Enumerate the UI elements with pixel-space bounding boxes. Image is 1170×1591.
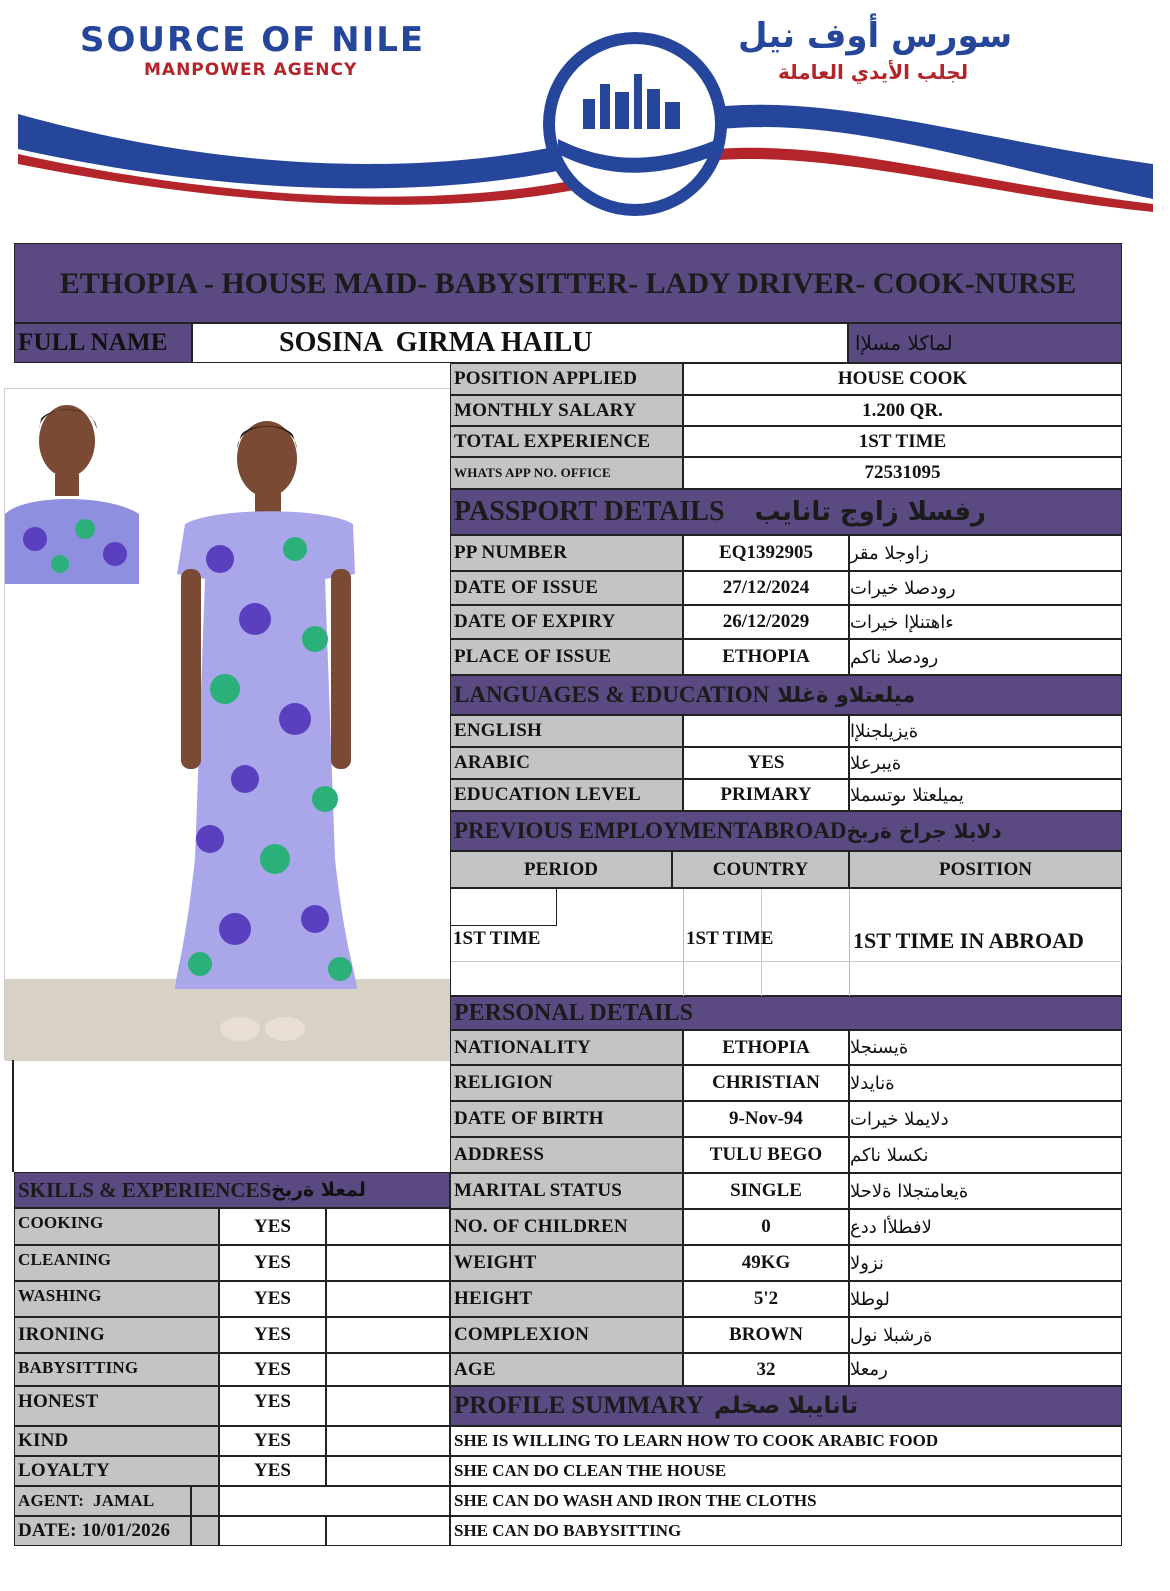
personal-ar-3: نكسلا ناكم (849, 1137, 1122, 1173)
skill-value-6: YES (219, 1426, 326, 1456)
personal-ar-7: لوطلا (849, 1281, 1122, 1317)
employment-col-country: COUNTRY (672, 851, 849, 888)
personal-value-1: CHRISTIAN (683, 1065, 849, 1101)
skill-value-1: YES (219, 1245, 326, 1281)
employment-col-position: POSITION (849, 851, 1122, 888)
passport-label-2: DATE OF EXPIRY (450, 605, 683, 639)
lang-label-1: ARABIC (450, 747, 683, 779)
full-name-value: SOSINA GIRMA HAILU (192, 323, 848, 363)
skill-blank-3 (326, 1317, 450, 1353)
personal-label-9: AGE (450, 1353, 683, 1386)
skill-label-2: WASHING (14, 1281, 219, 1317)
skill-value-3: YES (219, 1317, 326, 1353)
skills-header (14, 1172, 450, 1208)
personal-ar-0: ةيسنجلا (849, 1030, 1122, 1065)
skill-blank-4 (326, 1353, 450, 1386)
job-label-2: TOTAL EXPERIENCE (450, 426, 683, 457)
skill-blank-2 (326, 1281, 450, 1317)
job-value-3: 72531095 (683, 457, 1122, 489)
passport-title: PASSPORT DETAILS (454, 496, 725, 527)
summary-title: PROFILE SUMMARY (454, 1392, 704, 1419)
personal-label-1: RELIGION (450, 1065, 683, 1101)
personal-ar-6: نزولا (849, 1245, 1122, 1281)
lang-ar-2: يميلعتلا ىوتسملا (849, 779, 1122, 811)
personal-label-8: COMPLEXION (450, 1317, 683, 1353)
employment-period: 1ST TIME (453, 928, 541, 949)
languages-header (450, 675, 1122, 715)
agent-spacer (191, 1486, 219, 1516)
date-blank-b (326, 1516, 450, 1546)
page-title-bar (14, 243, 1122, 323)
logo-banner (18, 14, 1153, 218)
passport-ar-2: ءاهتنلإا خيرات (849, 605, 1122, 639)
personal-header: PERSONAL DETAILS (450, 996, 1122, 1030)
languages-title: LANGUAGES & EDUCATION (454, 682, 770, 707)
skill-label-3: IRONING (14, 1317, 219, 1353)
left-border (12, 1060, 14, 1172)
brand-en: SOURCE OF NILE (80, 20, 426, 60)
personal-value-3: TULU BEGO (683, 1137, 849, 1173)
lang-ar-0: ةيزيلجنلإا (849, 715, 1122, 747)
skill-label-7: LOYALTY (14, 1456, 219, 1486)
date-blank-a (219, 1516, 326, 1546)
candidate-photo (5, 389, 453, 1061)
employment-col-period: PERIOD (450, 851, 672, 888)
passport-label-0: PP NUMBER (450, 535, 683, 571)
skill-label-5: HONEST (14, 1386, 219, 1426)
personal-label-6: WEIGHT (450, 1245, 683, 1281)
personal-value-2: 9-Nov-94 (683, 1101, 849, 1137)
passport-value-1: 27/12/2024 (683, 571, 849, 605)
photo-panel (4, 388, 452, 1060)
skill-value-4: YES (219, 1353, 326, 1386)
passport-ar-1: رودصلا خيرات (849, 571, 1122, 605)
skill-value-5: YES (219, 1386, 326, 1426)
skill-label-4: BABYSITTING (14, 1353, 219, 1386)
personal-ar-4: ةيعامتجلاا ةلاحلا (849, 1173, 1122, 1209)
skill-blank-0 (326, 1208, 450, 1245)
personal-label-2: DATE OF BIRTH (450, 1101, 683, 1137)
languages-title-ar: ميلعتلاو ةغللا (777, 683, 916, 707)
personal-value-0: ETHOPIA (683, 1030, 849, 1065)
full-name-label: FULL NAME (14, 323, 192, 363)
summary-header (450, 1386, 1122, 1426)
skill-value-2: YES (219, 1281, 326, 1317)
passport-ar-0: زاوجلا مقر (849, 535, 1122, 571)
skill-blank-5 (326, 1386, 450, 1426)
lang-value-1: YES (683, 747, 849, 779)
personal-value-8: BROWN (683, 1317, 849, 1353)
job-label-1: MONTHLY SALARY (450, 395, 683, 426)
personal-label-7: HEIGHT (450, 1281, 683, 1317)
personal-ar-9: رمعلا (849, 1353, 1122, 1386)
personal-ar-1: ةنايدلا (849, 1065, 1122, 1101)
passport-label-3: PLACE OF ISSUE (450, 639, 683, 675)
full-name-label-ar: لماكلا مسلإا (848, 323, 1122, 363)
passport-value-2: 26/12/2029 (683, 605, 849, 639)
lang-value-0 (683, 715, 849, 747)
personal-ar-8: ةرشبلا نول (849, 1317, 1122, 1353)
agent-label: AGENT: JAMAL (14, 1486, 191, 1516)
employment-position: 1ST TIME IN ABROAD (853, 928, 1084, 953)
skills-title-ar: لمعلا ةربخ (271, 1179, 366, 1201)
skill-value-7: YES (219, 1456, 326, 1486)
personal-value-7: 5'2 (683, 1281, 849, 1317)
skill-blank-1 (326, 1245, 450, 1281)
summary-title-ar: تانايبلا صخلم (713, 1393, 859, 1419)
personal-ar-5: لافطلأا ددع (849, 1209, 1122, 1245)
job-value-0: HOUSE COOK (683, 363, 1122, 395)
lang-ar-1: ةيبرعلا (849, 747, 1122, 779)
brand-sub-en: MANPOWER AGENCY (144, 60, 358, 80)
skill-label-0: COOKING (14, 1208, 219, 1245)
summary-line-1: SHE CAN DO CLEAN THE HOUSE (450, 1456, 1122, 1486)
job-value-2: 1ST TIME (683, 426, 1122, 457)
summary-line-3: SHE CAN DO BABYSITTING (450, 1516, 1122, 1546)
passport-header (450, 489, 1122, 535)
personal-ar-2: دلايملا خيرات (849, 1101, 1122, 1137)
date-label: DATE: 10/01/2026 (14, 1516, 191, 1546)
passport-value-3: ETHOPIA (683, 639, 849, 675)
skill-blank-7 (326, 1456, 450, 1486)
job-label-0: POSITION APPLIED (450, 363, 683, 395)
employment-header (450, 811, 1122, 851)
personal-value-6: 49KG (683, 1245, 849, 1281)
passport-value-0: EQ1392905 (683, 535, 849, 571)
brand-sub-ar: لجلب الأيدي العاملة (778, 60, 969, 84)
personal-value-9: 32 (683, 1353, 849, 1386)
employment-title: PREVIOUS EMPLOYMENTABROAD (454, 818, 847, 843)
lang-label-2: EDUCATION LEVEL (450, 779, 683, 811)
skill-blank-6 (326, 1426, 450, 1456)
employment-title-ar: دلابلا جراخ ةربخ (846, 819, 1002, 843)
employment-country: 1ST TIME (686, 928, 774, 949)
personal-value-5: 0 (683, 1209, 849, 1245)
job-label-3: WHATS APP NO. OFFICE (450, 457, 683, 489)
personal-value-4: SINGLE (683, 1173, 849, 1209)
summary-line-0: SHE IS WILLING TO LEARN HOW TO COOK ARABIC FOOD (450, 1426, 1122, 1456)
skill-label-6: KIND (14, 1426, 219, 1456)
brand-ar: سورس أوف نيل (738, 16, 1013, 56)
personal-label-4: MARITAL STATUS (450, 1173, 683, 1209)
personal-label-3: ADDRESS (450, 1137, 683, 1173)
skill-label-1: CLEANING (14, 1245, 219, 1281)
passport-label-1: DATE OF ISSUE (450, 571, 683, 605)
lang-label-0: ENGLISH (450, 715, 683, 747)
page-title: ETHOPIA - HOUSE MAID- BABYSITTER- LADY DRIVER- COOK-NURSE (59, 266, 1077, 300)
agent-blank (219, 1486, 450, 1516)
job-value-1: 1.200 QR. (683, 395, 1122, 426)
date-spacer (191, 1516, 219, 1546)
passport-title-ar: رفسلا زاوج تانايب (754, 497, 986, 527)
passport-ar-3: رودصلا ناكم (849, 639, 1122, 675)
summary-line-2: SHE CAN DO WASH AND IRON THE CLOTHS (450, 1486, 1122, 1516)
skills-title: SKILLS & EXPERIENCES (18, 1177, 272, 1202)
skill-value-0: YES (219, 1208, 326, 1245)
personal-label-0: NATIONALITY (450, 1030, 683, 1065)
lang-value-2: PRIMARY (683, 779, 849, 811)
personal-label-5: NO. OF CHILDREN (450, 1209, 683, 1245)
